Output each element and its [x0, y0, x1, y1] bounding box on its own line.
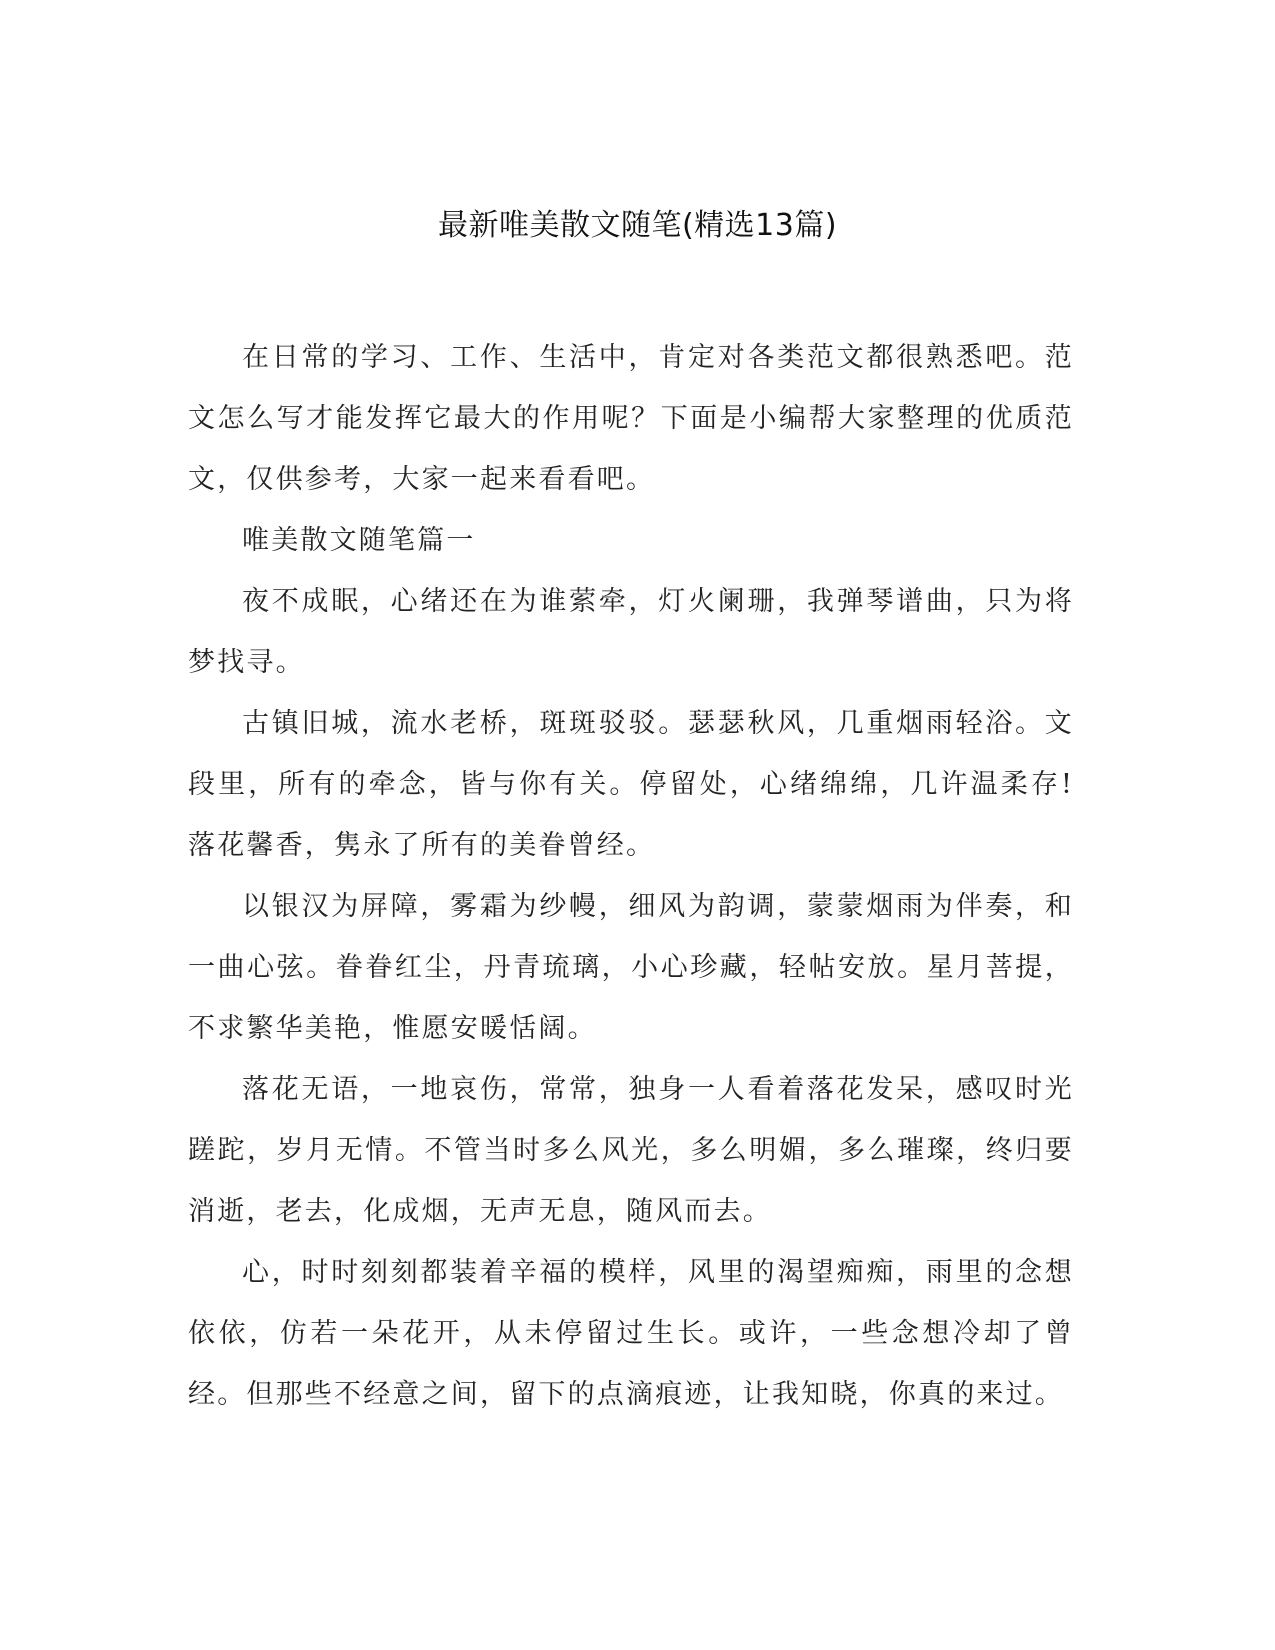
document-title: 最新唯美散文随笔(精选13篇) [437, 208, 838, 243]
document-body [188, 327, 1074, 1425]
body-paragraph: 心，时时刻刻都装着辛福的模样，风里的渴望痴痴，雨里的念想依依，仿若一朵花开，从未停留过生长。或许，一些念想冷却了曾经。但那些不经意之间，留下的点滴痕迹，让我知晓，你真的来过。 [188, 1257, 1074, 1410]
body-paragraph: 落花无语，一地哀伤，常常，独身一人看着落花发呆，感叹时光蹉跎，岁月无情。不管当时多么风光，多么明媚，多么璀璨，终归要消逝，老去，化成烟，无声无息，随风而去。 [188, 1074, 1074, 1227]
body-paragraph: 夜不成眠，心绪还在为谁萦牵，灯火阑珊，我弹琴谱曲，只为将梦找寻。 [188, 586, 1074, 678]
intro-paragraph: 在日常的学习、工作、生活中，肯定对各类范文都很熟悉吧。范文怎么写才能发挥它最大的作用呢？下面是小编帮大家整理的优质范文，仅供参考，大家一起来看看吧。 [188, 342, 1074, 495]
section-heading: 唯美散文随笔篇一 [242, 525, 476, 556]
body-paragraph: 古镇旧城，流水老桥，斑斑驳驳。瑟瑟秋风，几重烟雨轻浴。文段里，所有的牵念，皆与你有关。停留处，心绪绵绵，几许温柔存!落花馨香，隽永了所有的美眷曾经。 [188, 708, 1074, 861]
body-paragraph: 以银汉为屏障，雾霜为纱幔，细风为韵调，蒙蒙烟雨为伴奏，和一曲心弦。眷眷红尘，丹青琉璃，小心珍藏，轻帖安放。星月菩提，不求繁华美艳，惟愿安暖恬阔。 [188, 891, 1074, 1044]
